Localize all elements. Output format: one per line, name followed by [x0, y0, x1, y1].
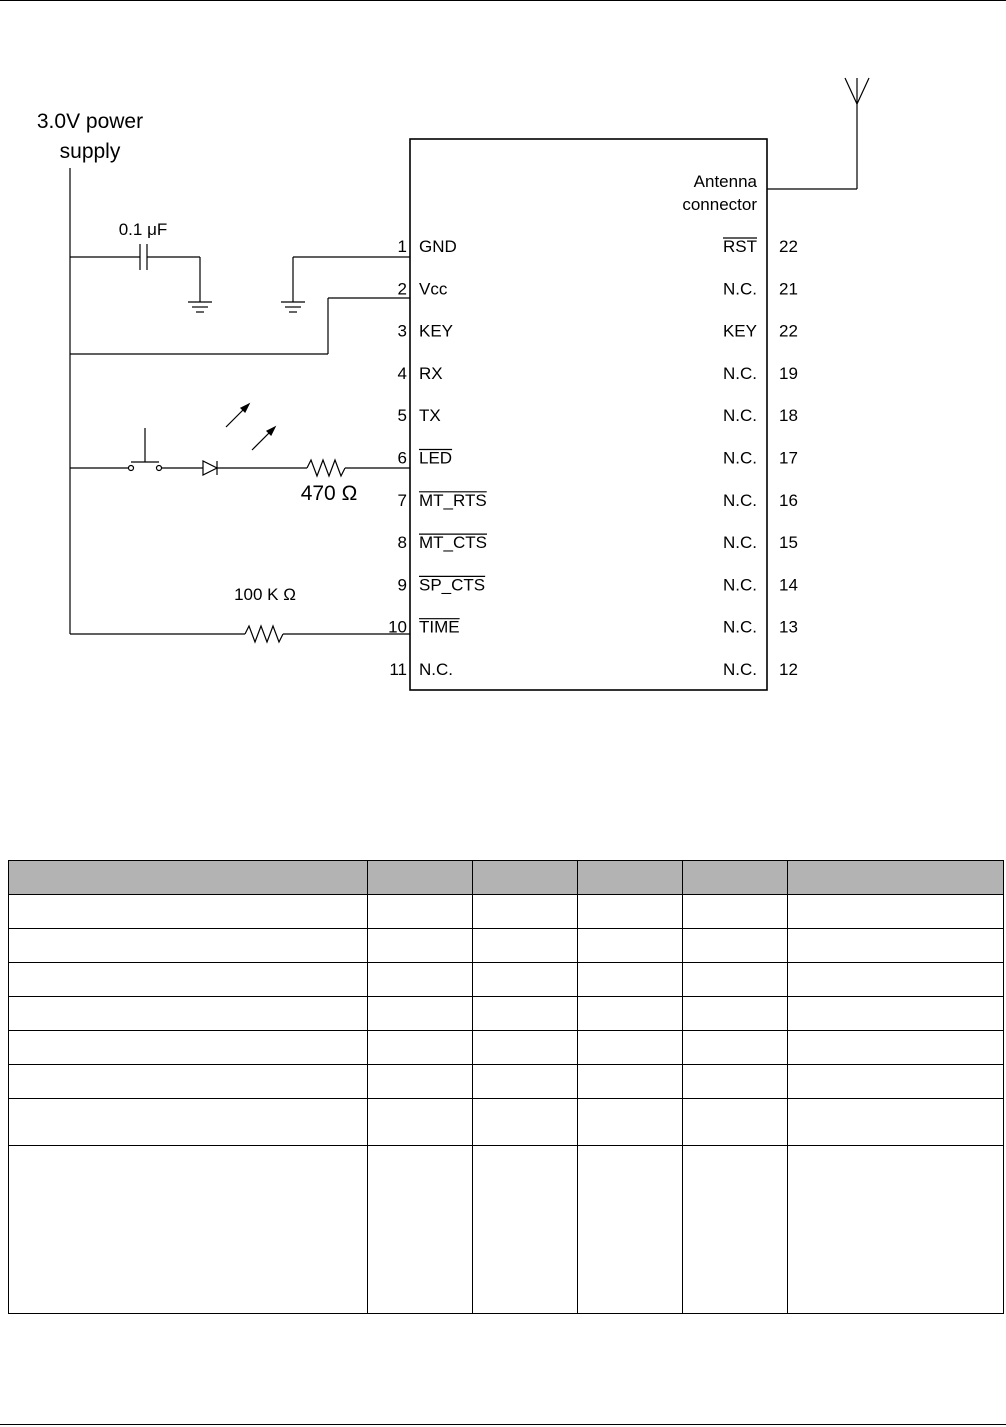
table-header-cell: [368, 861, 473, 895]
table-row: [9, 963, 1004, 997]
antenna-icon: [767, 78, 869, 189]
right-pin-number: 12: [779, 660, 798, 679]
table-cell: [9, 997, 368, 1031]
left-pin-number: 8: [397, 533, 407, 553]
table-body: [9, 895, 1004, 1314]
table-cell: [788, 997, 1004, 1031]
left-pin-number: 5: [397, 406, 407, 426]
resistor-led-label: 470 Ω: [300, 482, 358, 505]
ground-symbol-capacitor: [188, 302, 212, 312]
table-cell: [788, 1099, 1004, 1146]
table-cell: [683, 895, 788, 929]
table-cell: [368, 1031, 473, 1065]
table-cell: [788, 963, 1004, 997]
table-cell: [9, 895, 368, 929]
led-diode: [203, 404, 307, 475]
right-pin-name: N.C.: [723, 448, 757, 468]
table-cell: [9, 1065, 368, 1099]
pin-labels: [388, 237, 798, 679]
capacitor-label: 0.1 μF: [118, 220, 168, 239]
table-cell: [683, 963, 788, 997]
table-header-cell: [473, 861, 578, 895]
table-cell: [368, 895, 473, 929]
left-pin-number: 11: [389, 660, 407, 679]
right-pin-name: N.C.: [723, 533, 757, 553]
left-pin-name: LED: [419, 448, 453, 468]
table-cell: [578, 1099, 683, 1146]
table-cell: [368, 997, 473, 1031]
table-cell: [788, 1146, 1004, 1314]
table-cell: [683, 1031, 788, 1065]
left-pin-name: TIME: [419, 617, 460, 637]
left-pin-number: 3: [397, 321, 407, 341]
spec-table: [8, 860, 1004, 1314]
right-pin-name: KEY: [722, 321, 757, 341]
table-row: [9, 895, 1004, 929]
right-pin-name: N.C.: [723, 279, 757, 299]
right-pin-name: N.C.: [723, 406, 757, 426]
table-cell: [578, 1031, 683, 1065]
right-pin-number: 22: [779, 321, 798, 341]
left-pin-name: KEY: [419, 321, 454, 341]
left-pin-number: 9: [397, 575, 407, 595]
table-cell: [578, 1146, 683, 1314]
table-cell: [473, 1099, 578, 1146]
table-cell: [368, 963, 473, 997]
supply-label-line1: 3.0V power: [36, 110, 144, 133]
vcc-wire: [70, 298, 410, 354]
table-cell: [9, 929, 368, 963]
left-pin-name: TX: [419, 406, 441, 426]
table-row: [9, 929, 1004, 963]
left-pin-number: 1: [397, 237, 407, 256]
table-row: [9, 997, 1004, 1031]
table-cell: [578, 1065, 683, 1099]
table-header-cell: [578, 861, 683, 895]
table-cell: [473, 895, 578, 929]
left-pin-name: GND: [419, 237, 457, 256]
antenna-label-line1: Antenna: [693, 172, 757, 191]
table-cell: [473, 929, 578, 963]
left-pin-name: MT_CTS: [419, 533, 487, 553]
ground-symbol-module: [281, 302, 305, 312]
right-pin-name: N.C.: [723, 575, 757, 595]
table-cell: [9, 1099, 368, 1146]
table-row: [9, 1099, 1004, 1146]
left-pin-name: SP_CTS: [419, 575, 486, 595]
table-row: [9, 1031, 1004, 1065]
right-pin-number: 16: [779, 490, 798, 510]
right-pin-name: N.C.: [723, 363, 757, 383]
table-cell: [683, 1099, 788, 1146]
table-cell: [368, 929, 473, 963]
table-header-cell: [683, 861, 788, 895]
table-header-row: [9, 861, 1004, 895]
bottom-rule: [0, 1424, 1006, 1425]
right-pin-number: 17: [779, 448, 798, 468]
left-pin-number: 10: [388, 617, 407, 637]
table-cell: [788, 895, 1004, 929]
left-pin-name: RX: [419, 363, 443, 383]
capacitor-branch: [70, 244, 200, 302]
table-cell: [368, 1146, 473, 1314]
left-pin-name: MT_RTS: [419, 490, 487, 510]
antenna-label-line2: connector: [682, 195, 757, 214]
table-row: [9, 1065, 1004, 1099]
right-pin-name: N.C.: [723, 490, 757, 510]
right-pin-number: 14: [779, 575, 798, 595]
table-cell: [9, 963, 368, 997]
table-cell: [473, 963, 578, 997]
table-cell: [9, 1031, 368, 1065]
table-header-cell: [788, 861, 1004, 895]
right-pin-number: 22: [779, 237, 798, 256]
left-pin-name: Vcc: [419, 279, 448, 299]
table-cell: [578, 963, 683, 997]
left-pin-number: 2: [397, 279, 407, 299]
push-switch: [70, 428, 203, 471]
table-cell: [578, 997, 683, 1031]
left-pin-number: 7: [397, 490, 407, 510]
resistor-led: [307, 460, 410, 476]
table-cell: [683, 1146, 788, 1314]
table-cell: [368, 1065, 473, 1099]
right-pin-name: N.C.: [723, 660, 757, 679]
table-cell: [578, 929, 683, 963]
gnd-wire: [293, 257, 410, 302]
table-cell: [788, 1031, 1004, 1065]
table-cell: [473, 997, 578, 1031]
table-cell: [9, 1146, 368, 1314]
left-pin-number: 6: [397, 448, 407, 468]
right-pin-name: N.C.: [723, 617, 757, 637]
table-cell: [683, 1065, 788, 1099]
table-cell: [578, 895, 683, 929]
table-cell: [368, 1099, 473, 1146]
table-cell: [683, 997, 788, 1031]
resistor-time: [70, 626, 410, 642]
resistor-time-label: 100 K Ω: [234, 585, 296, 604]
supply-label-line2: supply: [59, 140, 121, 163]
right-pin-number: 19: [779, 363, 798, 383]
left-pin-name: N.C.: [419, 660, 453, 679]
table-cell: [473, 1031, 578, 1065]
table-cell: [788, 929, 1004, 963]
table-cell: [683, 929, 788, 963]
right-pin-number: 18: [779, 406, 798, 426]
table-cell: [473, 1065, 578, 1099]
table-row: [9, 1146, 1004, 1314]
table-cell: [473, 1146, 578, 1314]
left-pin-number: 4: [397, 363, 407, 383]
table-header-cell: [9, 861, 368, 895]
right-pin-name: RST: [723, 237, 757, 256]
module-body: [410, 139, 767, 690]
right-pin-number: 15: [779, 533, 798, 553]
table-cell: [788, 1065, 1004, 1099]
right-pin-number: 13: [779, 617, 798, 637]
right-pin-number: 21: [779, 279, 798, 299]
